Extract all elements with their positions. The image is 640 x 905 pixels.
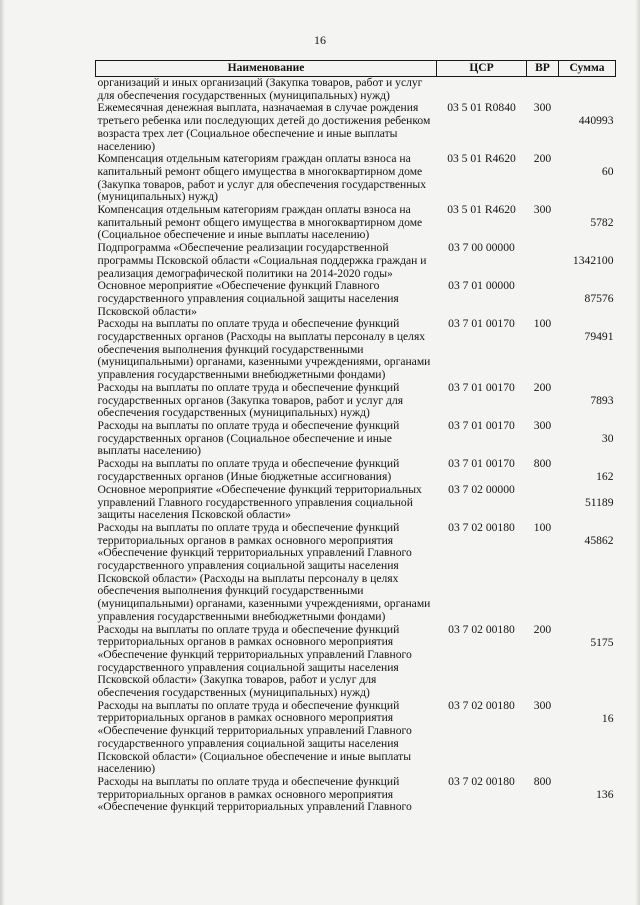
table-row	[96, 624, 616, 700]
cell-sum: 51189	[584, 495, 614, 509]
cell-sum: 5175	[590, 635, 614, 649]
table-row	[96, 318, 616, 382]
cell-vr	[527, 242, 559, 280]
cell-name: Компенсация отдельным категориям граждан оплаты взноса на капитальный ремонт общего имущества в многоквартирном доме (Закупка товаров, работ и услуг для обеспечения государственных (муниципальных) нужд)	[97, 152, 426, 204]
cell-code: 03 7 01 00170	[448, 457, 515, 471]
table-row	[96, 484, 616, 522]
cell-code: 03 5 01 R0840	[447, 101, 516, 115]
cell-name: Расходы на выплаты по оплате труда и обеспечение функций государственных органов (Социальное обеспечение и иные выплаты населению)	[97, 418, 400, 458]
cell-vr: 200	[533, 152, 552, 166]
cell-name: организаций и иных организаций (Закупка товаров, работ и услуг для обеспечения государственных (муниципальных) нужд)	[97, 76, 423, 102]
cell-code: 03 7 01 00170	[448, 418, 515, 432]
cell-name: Расходы на выплаты по оплате труда и обеспечение функций государственных органов (Расходы на выплаты персоналу в целях обеспечения выполнения функций государственными (муниципальными) органами, казенными учреждениями, органами управления государственными внебюджетными фондами)	[97, 317, 431, 382]
header-sum: Сумма	[559, 61, 616, 77]
cell-vr: 100	[533, 520, 552, 534]
budget-table	[95, 60, 616, 814]
cell-code: 03 7 02 00180	[448, 622, 515, 636]
cell-vr: 300	[533, 203, 552, 217]
cell-vr	[527, 484, 559, 522]
table-row	[96, 382, 616, 420]
cell-vr: 200	[533, 380, 552, 394]
cell-sum: 87576	[584, 292, 614, 306]
cell-sum: 440993	[578, 114, 614, 128]
cell-vr	[527, 280, 559, 318]
scan-edge-left	[0, 0, 5, 905]
table-row	[96, 458, 616, 484]
cell-code: 03 5 01 R4620	[447, 152, 516, 166]
cell-sum: 1342100	[572, 254, 614, 268]
header-name: Наименование	[96, 61, 437, 77]
cell-sum: 136	[596, 787, 614, 801]
header-code: ЦСР	[437, 61, 527, 77]
cell-code: 03 7 01 00000	[448, 279, 515, 293]
cell-vr: 300	[533, 698, 552, 712]
table-row	[96, 280, 616, 318]
header-vr: ВР	[527, 61, 559, 77]
cell-sum: 162	[596, 470, 614, 484]
table-row	[96, 776, 616, 814]
cell-name: Расходы на выплаты по оплате труда и обеспечение функций государственных органов (Иные бюджетные ассигнования)	[97, 457, 400, 483]
cell-vr	[527, 77, 559, 103]
cell-name: Расходы на выплаты по оплате труда и обеспечение функций территориальных органов в рамках основного мероприятия «Обеспечение функций территориальных управлений Главного государственного управления социальной защиты населения Псковской области» (Расходы на выплаты персоналу в целях обеспечения выполнения функций государственными (муниципальными) органами, казенными учреждениями, органами управления государственными внебюджетными фондами)	[97, 520, 431, 623]
cell-sum: 60	[601, 165, 614, 179]
cell-vr: 800	[533, 774, 552, 788]
cell-name: Основное мероприятие «Обеспечение функций Главного государственного управления социальной защиты населения Псковской области»	[97, 279, 399, 318]
cell-sum: 45862	[584, 533, 614, 547]
cell-code: 03 7 02 00000	[448, 482, 515, 496]
table-row	[96, 204, 616, 242]
cell-name: Компенсация отдельным категориям граждан оплаты взноса на капитальный ремонт общего имущества в многоквартирном доме (Социальное обеспечение и иные выплаты населению)	[97, 203, 423, 242]
cell-name: Подпрограмма «Обеспечение реализации государственной программы Псковской области «Социальная поддержка граждан и реализация демографической политики на 2014-2020 годы»	[97, 241, 427, 280]
cell-code: 03 5 01 R4620	[447, 203, 516, 217]
cell-name: Расходы на выплаты по оплате труда и обеспечение функций территориальных органов в рамках основного мероприятия «Обеспечение функций территориальных управлений Главного государственного управления социальной защиты населения Псковской области» (Социальное обеспечение и иные выплаты населению)	[97, 698, 412, 776]
cell-code	[437, 77, 527, 103]
cell-code: 03 7 02 00180	[448, 698, 515, 712]
cell-name: Основное мероприятие «Обеспечение функций территориальных управлений Главного государственного управления социальной защиты населения Псковской области»	[97, 482, 422, 522]
scan-edge-right	[635, 0, 640, 905]
cell-vr: 300	[533, 418, 552, 432]
cell-code: 03 7 01 00170	[448, 317, 515, 331]
table-row	[96, 153, 616, 204]
cell-sum: 5782	[590, 216, 614, 230]
cell-vr: 100	[533, 317, 552, 331]
cell-code: 03 7 01 00170	[448, 380, 515, 394]
table-row	[96, 420, 616, 458]
cell-vr: 300	[533, 101, 552, 115]
table-row	[96, 700, 616, 776]
cell-name: Ежемесячная денежная выплата, назначаемая в случае рождения третьего ребенка или последующих детей до достижения ребенком возраста трех лет (Социальное обеспечение и иные выплаты населению)	[97, 101, 431, 153]
cell-sum: 79491	[584, 330, 614, 344]
table-row	[96, 242, 616, 280]
cell-sum: 30	[601, 431, 614, 445]
cell-vr: 800	[533, 457, 552, 471]
cell-code: 03 7 00 00000	[448, 241, 515, 255]
cell-sum: 7893	[590, 393, 614, 407]
cell-name: Расходы на выплаты по оплате труда и обеспечение функций территориальных органов в рамках основного мероприятия «Обеспечение функций территориальных управлений Главного	[97, 774, 412, 814]
cell-name: Расходы на выплаты по оплате труда и обеспечение функций территориальных органов в рамках основного мероприятия «Обеспечение функций территориальных управлений Главного государственного управления социальной защиты населения Псковской области» (Закупка товаров, работ и услуг для обеспечения государственных (муниципальных) нужд)	[97, 622, 412, 700]
table-row	[96, 102, 616, 153]
cell-vr: 200	[533, 622, 552, 636]
table-row	[96, 522, 616, 624]
cell-name: Расходы на выплаты по оплате труда и обеспечение функций государственных органов (Закупка товаров, работ и услуг для обеспечения государственных (муниципальных) нужд)	[97, 380, 404, 420]
table-header-row	[96, 61, 616, 77]
cell-sum: 16	[601, 711, 614, 725]
cell-code: 03 7 02 00180	[448, 520, 515, 534]
table-row	[96, 77, 616, 103]
cell-sum	[559, 77, 616, 103]
page-number: 16	[314, 33, 326, 47]
cell-code: 03 7 02 00180	[448, 774, 515, 788]
